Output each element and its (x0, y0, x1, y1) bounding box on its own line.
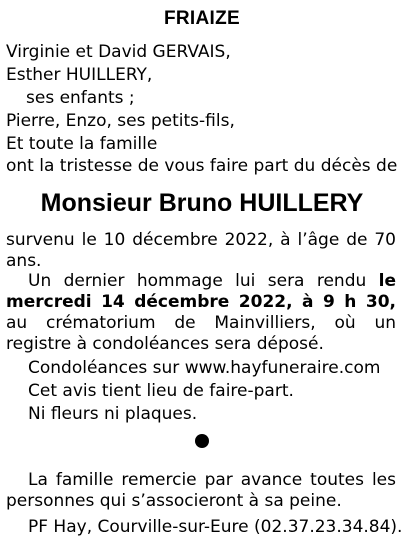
family-line-2: Esther HUILLERY, (6, 65, 153, 85)
funeral-home-line: PF Hay, Courville-sur-Eure (02.37.23.34.84). (28, 517, 403, 537)
flowers-line: Ni fleurs ni plaques. (28, 404, 198, 424)
separator-dot (195, 434, 209, 448)
notice-line: Cet avis tient lieu de faire-part. (28, 381, 294, 401)
family-line-4: Pierre, Enzo, ses petits-fils, (6, 111, 235, 131)
family-line-3: ses enfants ; (26, 88, 135, 108)
ceremony-date-time: le mercredi 14 décembre 2022, à 9 h 30, (6, 271, 396, 312)
town-heading: FRIAIZE (164, 8, 240, 29)
thanks-paragraph: La famille remercie par avance toutes les personnes qui s’associeront à sa peine. (6, 470, 396, 511)
family-line-1: Virginie et David GERVAIS, (6, 42, 231, 62)
homage-text-start: Un dernier hommage lui sera rendu (28, 271, 379, 291)
homage-paragraph (6, 271, 396, 355)
death-paragraph: survenu le 10 décembre 2022, à l’âge de 70 ans. (6, 230, 396, 271)
family-line-5: Et toute la famille (6, 134, 158, 154)
homage-text-end: au crématorium de Mainvilliers, où un registre à condoléances sera déposé. (6, 313, 396, 354)
family-line-6: ont la tristesse de vous faire part du décès de (6, 156, 398, 176)
deceased-name: Monsieur Bruno HUILLERY (40, 189, 364, 217)
condolences-line: Condoléances sur www.hayfuneraire.com (28, 358, 381, 378)
